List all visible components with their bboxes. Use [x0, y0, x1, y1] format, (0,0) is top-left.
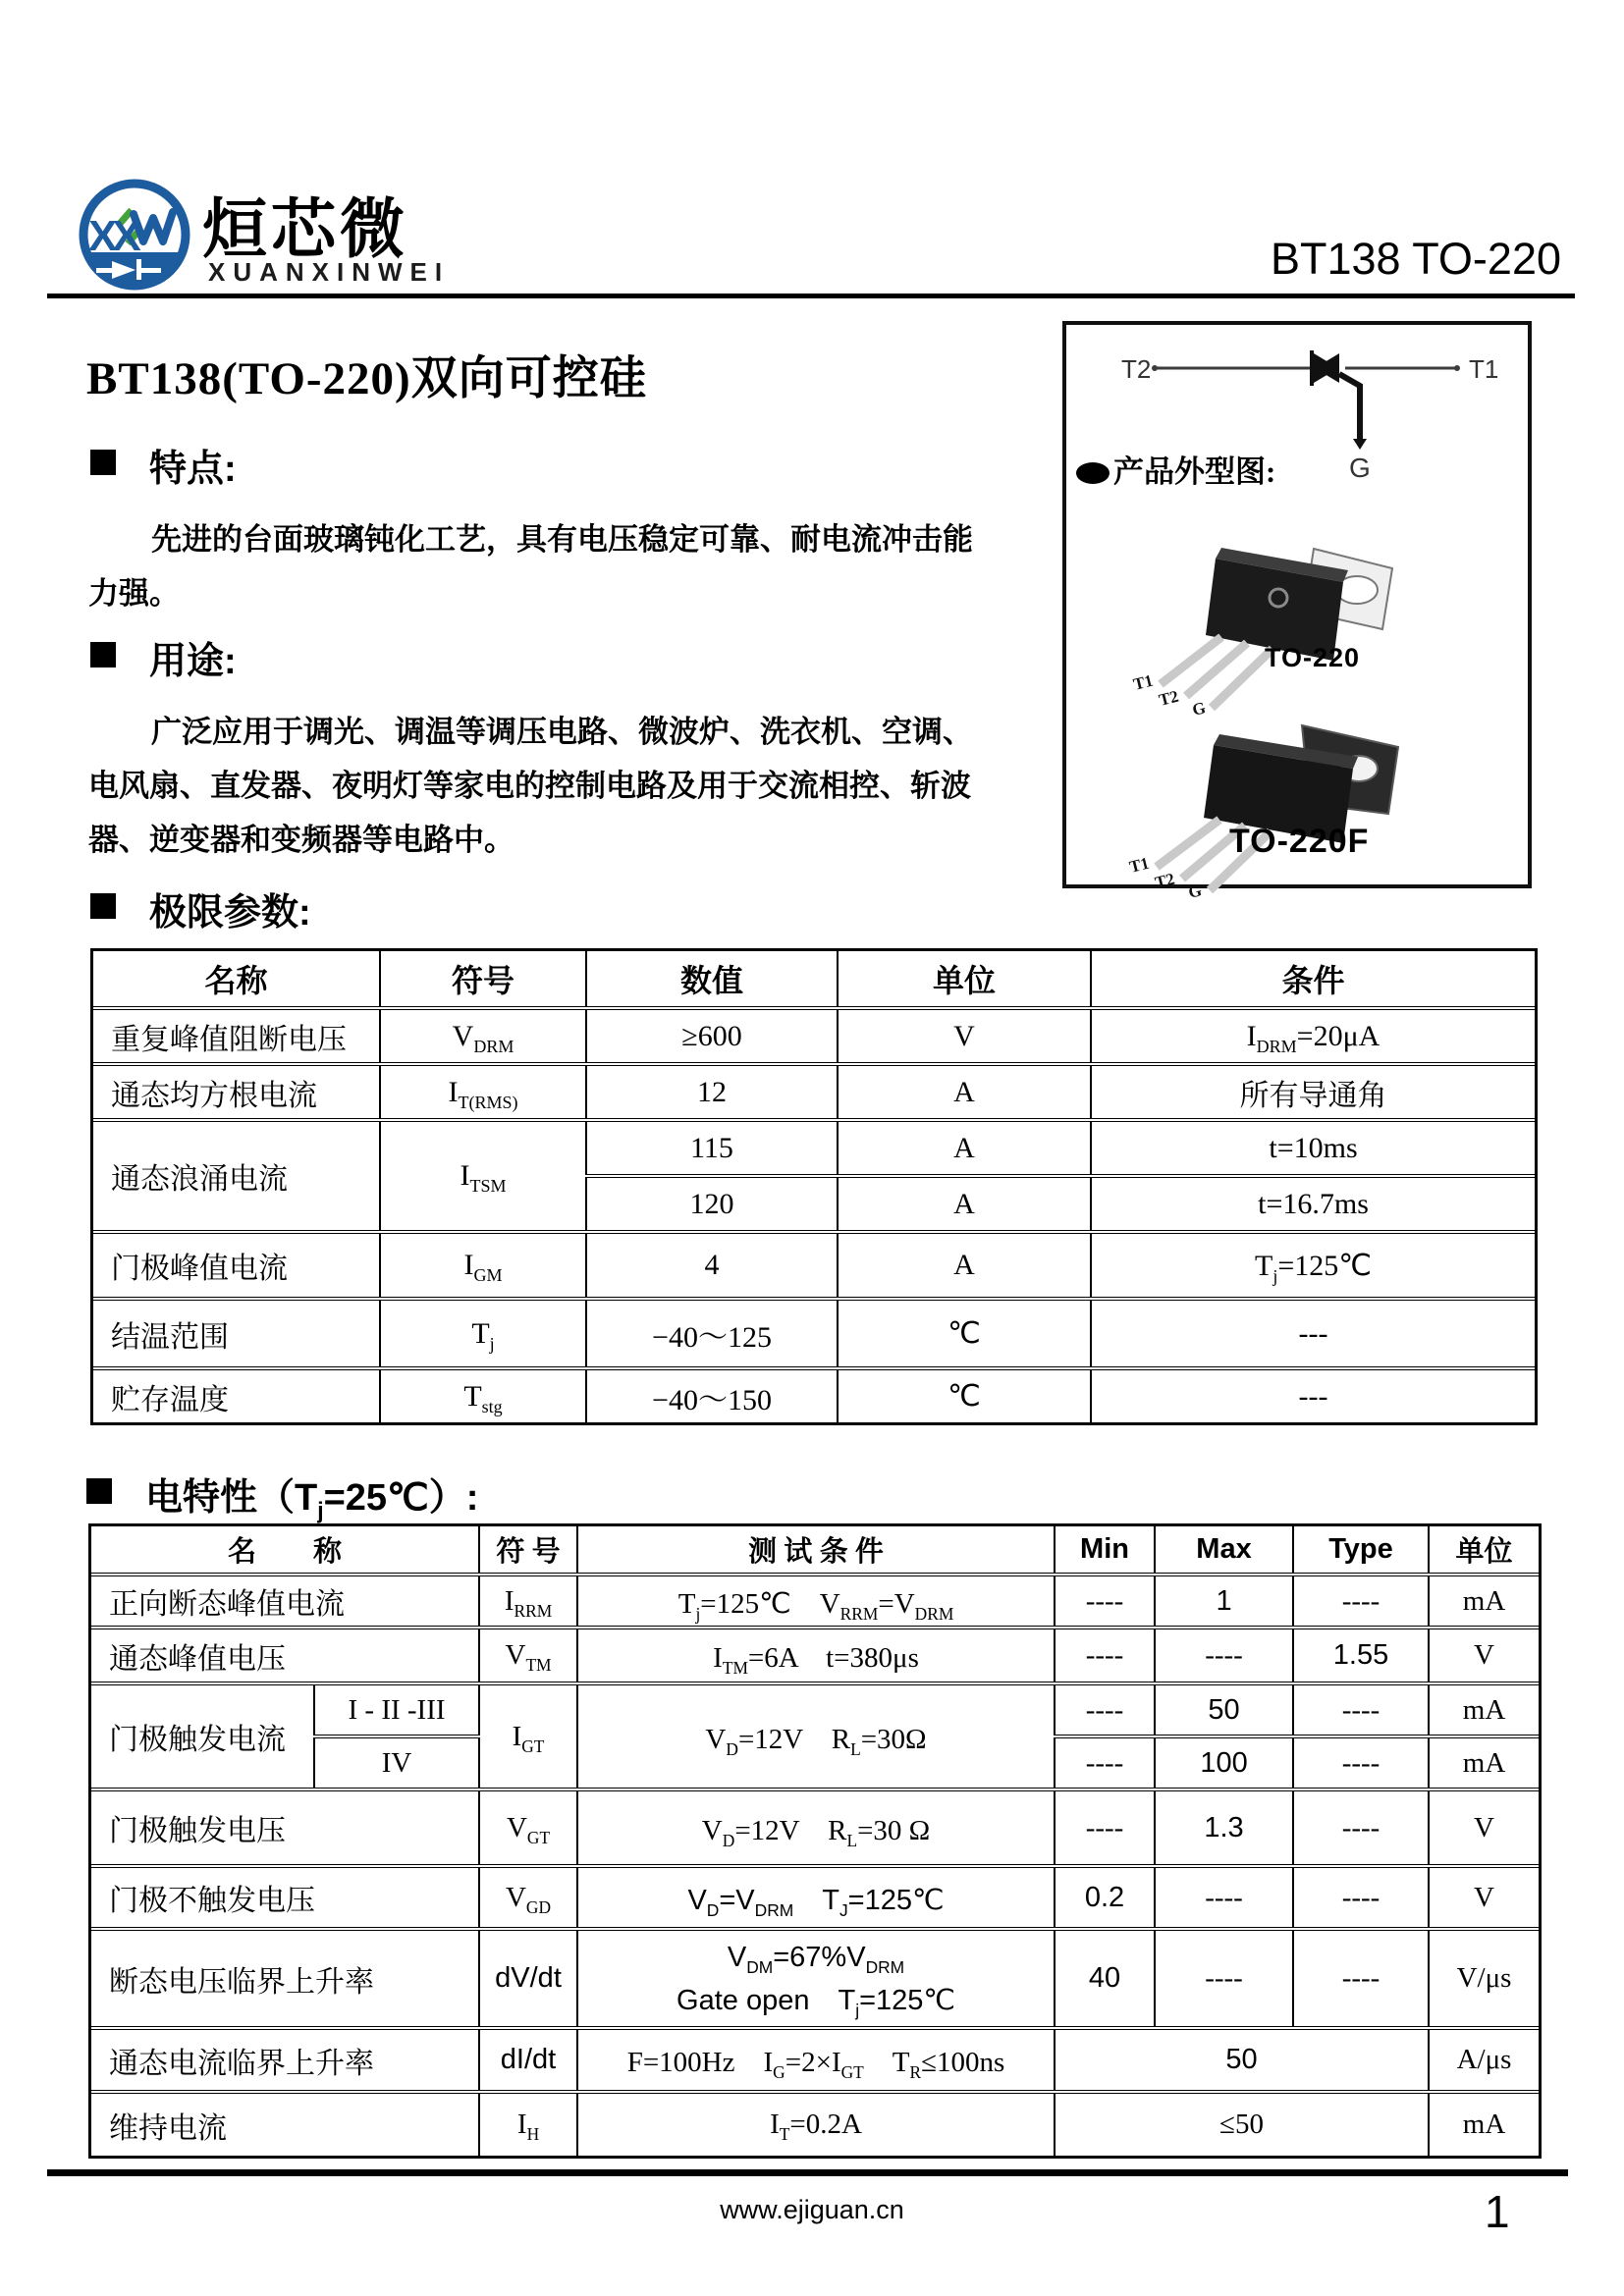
col-header-name: 名 称 — [91, 1526, 479, 1575]
table-row — [91, 1789, 1539, 1866]
param-name: 结温范围 — [93, 1299, 380, 1368]
triac-terminal-t1: T1 — [1469, 354, 1499, 384]
param-condition: $V_D=12V$ $R_L=30$ Ω — [577, 1789, 1055, 1866]
table-row — [93, 1299, 1535, 1368]
table-row — [91, 2092, 1539, 2156]
section-features-heading: 特点: — [90, 438, 237, 492]
page-title: BT138(TO-220)双向可控硅 — [86, 353, 647, 404]
table-row — [93, 1008, 1535, 1064]
param-symbol: $I_{TSM}$ — [380, 1120, 586, 1232]
table-row — [91, 1628, 1539, 1683]
param-symbol: $I_{GT}$ — [479, 1683, 577, 1789]
param-type: ---- — [1293, 1929, 1429, 2028]
param-max: 50 — [1155, 1683, 1293, 1736]
param-type: ---- — [1293, 1575, 1429, 1628]
param-name: 维持电流 — [91, 2092, 479, 2156]
page-number: 1 — [1485, 2186, 1510, 2237]
header-rule — [47, 294, 1575, 298]
param-unit: A — [838, 1232, 1091, 1299]
param-name: 重复峰值阻断电压 — [93, 1008, 380, 1064]
param-name: 门极不触发电压 — [91, 1866, 479, 1929]
param-merged-value: 50 — [1055, 2028, 1429, 2092]
section-bullet-icon — [90, 450, 116, 475]
section-electrical-heading: 电特性$(T_j=25℃)$: — [86, 1467, 478, 1521]
param-condition: t=16.7ms — [1091, 1176, 1535, 1232]
applications-line: 电风扇、直发器、夜明灯等家电的控制电路及用于交流相控、斩波 — [88, 769, 971, 803]
param-type: ---- — [1293, 1789, 1429, 1866]
col-header-unit: 单位 — [1429, 1526, 1539, 1575]
param-condition: $V_D=V_{DRM}$ $T_J=125℃$ — [577, 1866, 1055, 1929]
triac-terminal-t2: T2 — [1121, 354, 1152, 384]
table-header-row — [93, 951, 1535, 1008]
param-min: ---- — [1055, 1736, 1155, 1789]
param-condition: --- — [1091, 1368, 1535, 1422]
section-limits-heading: 极限参数: — [90, 881, 311, 935]
package-to220-drawing — [1131, 548, 1392, 720]
param-symbol: dI/dt — [479, 2028, 577, 2092]
param-name: 贮存温度 — [93, 1368, 380, 1422]
param-min: ---- — [1055, 1575, 1155, 1628]
param-unit: mA — [1429, 1683, 1539, 1736]
brand-subtitle: XUANXINWEI — [208, 257, 451, 287]
figure-drawings — [1066, 325, 1528, 902]
col-header-symbol: 符 号 — [479, 1526, 577, 1575]
param-symbol: $I_{RRM}$ — [479, 1575, 577, 1628]
table-row — [93, 1120, 1535, 1176]
table-row — [91, 1683, 1539, 1736]
table-header-row — [91, 1526, 1539, 1575]
param-name: 门极触发电压 — [91, 1789, 479, 1866]
param-max: ---- — [1155, 1628, 1293, 1683]
param-condition: --- — [1091, 1299, 1535, 1368]
col-header-name: 名称 — [93, 951, 380, 1008]
param-name: 通态浪涌电流 — [93, 1120, 380, 1232]
col-header-unit: 单位 — [838, 951, 1091, 1008]
table-row — [93, 1064, 1535, 1120]
param-symbol: $I_{T(RMS)}$ — [380, 1064, 586, 1120]
applications-line: 器、逆变器和变频器等电路中。 — [88, 823, 514, 857]
package-to220f-label: TO-220F — [1229, 823, 1370, 860]
features-line: 力强。 — [88, 576, 180, 611]
param-unit: V — [838, 1008, 1091, 1064]
param-condition: $I_{TM}=6A$ t=380μs — [577, 1628, 1055, 1683]
param-condition: $T_j=125℃$ — [1091, 1232, 1535, 1299]
param-quadrant: IV — [314, 1736, 479, 1789]
figure-caption: 产品外型图: — [1076, 447, 1275, 491]
applications-paragraph — [88, 705, 1043, 867]
footer-url: www.ejiguan.cn — [720, 2195, 904, 2224]
param-symbol: $V_{TM}$ — [479, 1628, 577, 1683]
section-applications-heading: 用途: — [90, 630, 237, 684]
features-line: 先进的台面玻璃钝化工艺，具有电压稳定可靠、耐电流冲击能 — [151, 522, 973, 557]
param-quadrant: I - II -III — [314, 1683, 479, 1736]
param-min: ---- — [1055, 1683, 1155, 1736]
param-type: 1.55 — [1293, 1628, 1429, 1683]
to220f-pin-t2: T2 — [1153, 869, 1177, 892]
param-unit: ℃ — [838, 1299, 1091, 1368]
param-type: ---- — [1293, 1866, 1429, 1929]
param-value: 12 — [586, 1064, 838, 1120]
to220-pin-t1: T1 — [1131, 670, 1156, 694]
figure-box — [1062, 321, 1532, 902]
param-min: 0.2 — [1055, 1866, 1155, 1929]
param-unit: A/μs — [1429, 2028, 1539, 2092]
param-condition: $I_{DRM}=20\mu A$ — [1091, 1008, 1535, 1064]
param-unit: mA — [1429, 1575, 1539, 1628]
param-name: 通态峰值电压 — [91, 1628, 479, 1683]
param-symbol: $I_{GM}$ — [380, 1232, 586, 1299]
param-name: 通态均方根电流 — [93, 1064, 380, 1120]
param-unit: V — [1429, 1866, 1539, 1929]
to220-pin-t2: T2 — [1157, 686, 1181, 710]
param-value: −40～125 — [586, 1299, 838, 1368]
param-condition: $V_D=12V$ $R_L=30\Omega$ — [577, 1683, 1055, 1789]
param-unit: V — [1429, 1789, 1539, 1866]
brand-name: 烜芯微 — [202, 192, 408, 265]
param-type: ---- — [1293, 1736, 1429, 1789]
param-symbol: $V_{GT}$ — [479, 1789, 577, 1866]
param-unit: A — [838, 1120, 1091, 1176]
to220f-pin-t1: T1 — [1127, 853, 1152, 877]
section-bullet-icon — [90, 642, 116, 667]
param-condition: $T_j=125℃$ $V_{RRM}=V_{DRM}$ — [577, 1575, 1055, 1628]
param-min: ---- — [1055, 1628, 1155, 1683]
param-symbol: $V_{GD}$ — [479, 1866, 577, 1929]
param-merged-value: ≤50 — [1055, 2092, 1429, 2156]
param-unit: A — [838, 1176, 1091, 1232]
col-header-min: Min — [1055, 1526, 1155, 1575]
param-condition: F=100Hz $I_G=2\times I_{GT}$ $T_R\le 100ns$ — [577, 2028, 1055, 2092]
param-max: 1.3 — [1155, 1789, 1293, 1866]
param-symbol: $T_{stg}$ — [380, 1368, 586, 1422]
applications-line: 广泛应用于调光、调温等调压电路、微波炉、洗衣机、空调、 — [151, 715, 973, 749]
col-header-max: Max — [1155, 1526, 1293, 1575]
param-condition: $V_{DM}=67\%V_{DRM}$ Gate open $T_j=125℃$ — [577, 1929, 1055, 2028]
param-max: 1 — [1155, 1575, 1293, 1628]
param-name: 断态电压临界上升率 — [91, 1929, 479, 2028]
param-symbol: $T_j$ — [380, 1299, 586, 1368]
param-name: 通态电流临界上升率 — [91, 2028, 479, 2092]
param-condition: $I_T=0.2A$ — [577, 2092, 1055, 2156]
param-max: 100 — [1155, 1736, 1293, 1789]
footer-rule — [47, 2169, 1568, 2176]
param-condition: 所有导通角 — [1091, 1064, 1535, 1120]
param-value: ≥600 — [586, 1008, 838, 1064]
param-unit: A — [838, 1064, 1091, 1120]
param-value: −40～150 — [586, 1368, 838, 1422]
col-header-value: 数值 — [586, 951, 838, 1008]
param-min: 40 — [1055, 1929, 1155, 2028]
triac-terminal-g: G — [1349, 453, 1371, 483]
package-to220-label: TO-220 — [1265, 643, 1361, 672]
param-unit: V/μs — [1429, 1929, 1539, 2028]
triac-symbol-icon — [1152, 350, 1460, 450]
param-name: 门极峰值电流 — [93, 1232, 380, 1299]
company-logo-icon — [75, 175, 194, 294]
to220-pin-g: G — [1190, 698, 1208, 720]
param-value: 115 — [586, 1120, 838, 1176]
limits-table — [90, 948, 1538, 1425]
table-row — [91, 2028, 1539, 2092]
features-paragraph — [88, 512, 1043, 620]
param-symbol: $I_H$ — [479, 2092, 577, 2156]
section-bullet-icon — [86, 1478, 112, 1504]
param-type: ---- — [1293, 1683, 1429, 1736]
param-name: 正向断态峰值电流 — [91, 1575, 479, 1628]
param-condition: t=10ms — [1091, 1120, 1535, 1176]
param-symbol: $V_{DRM}$ — [380, 1008, 586, 1064]
bullet-icon — [1076, 462, 1110, 484]
param-name: 门极触发电流 — [91, 1683, 314, 1789]
col-header-type: Type — [1293, 1526, 1429, 1575]
table-row — [93, 1368, 1535, 1422]
param-max: ---- — [1155, 1929, 1293, 2028]
section-bullet-icon — [90, 893, 116, 919]
table-row — [91, 1929, 1539, 2028]
to220f-pin-g: G — [1186, 881, 1204, 902]
param-symbol: dV/dt — [479, 1929, 577, 2028]
param-min: ---- — [1055, 1789, 1155, 1866]
table-row — [91, 1866, 1539, 1929]
electrical-table — [88, 1523, 1542, 2159]
col-header-condition: 条件 — [1091, 951, 1535, 1008]
col-header-symbol: 符号 — [380, 951, 586, 1008]
param-value: 4 — [586, 1232, 838, 1299]
param-unit: mA — [1429, 2092, 1539, 2156]
param-value: 120 — [586, 1176, 838, 1232]
param-max: ---- — [1155, 1866, 1293, 1929]
col-header-condition: 测 试 条 件 — [577, 1526, 1055, 1575]
product-code: BT138 TO-220 — [1270, 234, 1561, 284]
logo-monogram: XX — [88, 212, 136, 260]
param-unit: ℃ — [838, 1368, 1091, 1422]
table-row — [91, 1575, 1539, 1628]
table-row — [93, 1232, 1535, 1299]
param-unit: mA — [1429, 1736, 1539, 1789]
param-unit: V — [1429, 1628, 1539, 1683]
package-to220f-drawing — [1127, 725, 1398, 902]
